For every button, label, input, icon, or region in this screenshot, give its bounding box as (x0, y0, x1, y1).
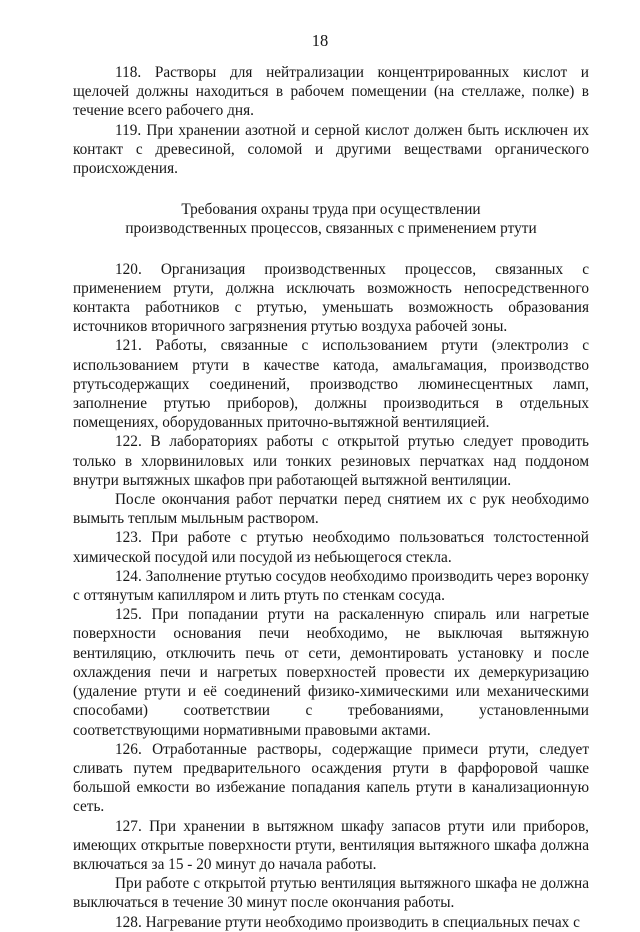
paragraph-126: 126. Отработанные растворы, содержащие примеси ртути, следует сливать путем предварительного осаждения ртути в фарфоровой чашке большой емкости во избежание попадания капель ртути в канализационную сеть. (73, 740, 589, 816)
paragraph-118: 118. Растворы для нейтрализации концентрированных кислот и щелочей должны находиться в рабочем помещении (на стеллаже, полке) в течение всего рабочего дня. (73, 64, 589, 120)
section-heading-line-1: Требования охраны труда при осуществлении (181, 201, 481, 219)
page-number: 18 (311, 31, 329, 50)
paragraph-128: 128. Нагревание ртути необходимо производить в специальных печах с (115, 913, 580, 931)
document-body (73, 63, 589, 932)
paragraph-122-gloves: После окончания работ перчатки перед снятием их с рук необходимо вымыть теплым мыльным раствором. (73, 491, 589, 528)
section-heading-line-2: производственных процессов, связанных с применением ртути (125, 220, 537, 238)
paragraph-127-ventilation: При работе с открытой ртутью вентиляция вытяжного шкафа не должна выключаться в течение 30 минут после окончания работы. (73, 875, 589, 912)
paragraph-119: 119. При хранении азотной и серной кислот должен быть исключен их контакт с древесиной, соломой и другими веществами органического происхождения. (73, 121, 589, 178)
paragraph-125: 125. При попадании ртути на раскаленную спираль или нагретые поверхности основания печи необходимо, не выключая вытяжную вентиляцию, отключить печь от сети, демонтировать установку и после охлаждения печи и нагретых поверхностей провести их демеркуризацию (удаление ртути и её соединений физико-химическими или механическими способами) соответствии с требованиями, установленными соответствующими нормативными правовыми актами. (73, 606, 589, 739)
paragraph-124: 124. Заполнение ртутью сосудов необходимо производить через воронку с оттянутым капилляром и лить ртуть по стенкам сосуда. (73, 567, 589, 605)
paragraph-127: 127. При хранении в вытяжном шкафу запасов ртути или приборов, имеющих открытые поверхности ртути, вентиляция вытяжного шкафа должна включаться за 15 - 20 минут до начала работы. (73, 817, 589, 873)
paragraph-120: 120. Организация производственных процессов, связанных с применением ртути, должна исключать возможность непосредственного контакта работников с ртутью, уменьшать возможность образования источников вторичного загрязнения ртутью воздуха рабочей зоны. (73, 260, 589, 336)
paragraph-121: 121. Работы, связанные с использованием ртути (электролиз с использованием ртути в качестве катода, амальгамация, производство ртутьсодержащих соединений, производство люминесцентных ламп, заполнение ртутью приборов), должны производиться в отдельных помещениях, оборудованных приточно-вытяжной вентиляцией. (73, 337, 589, 432)
paragraph-123: 123. При работе с ртутью необходимо пользоваться толстостенной химической посудой или посудой из небьющегося стекла. (73, 529, 589, 566)
section-heading (73, 200, 589, 238)
paragraph-122: 122. В лабораториях работы с открытой ртутью следует проводить только в хлорвиниловых или тонких резиновых перчатках над поддоном внутри вытяжных шкафов при работающей вытяжной вентиляции. (73, 433, 589, 489)
